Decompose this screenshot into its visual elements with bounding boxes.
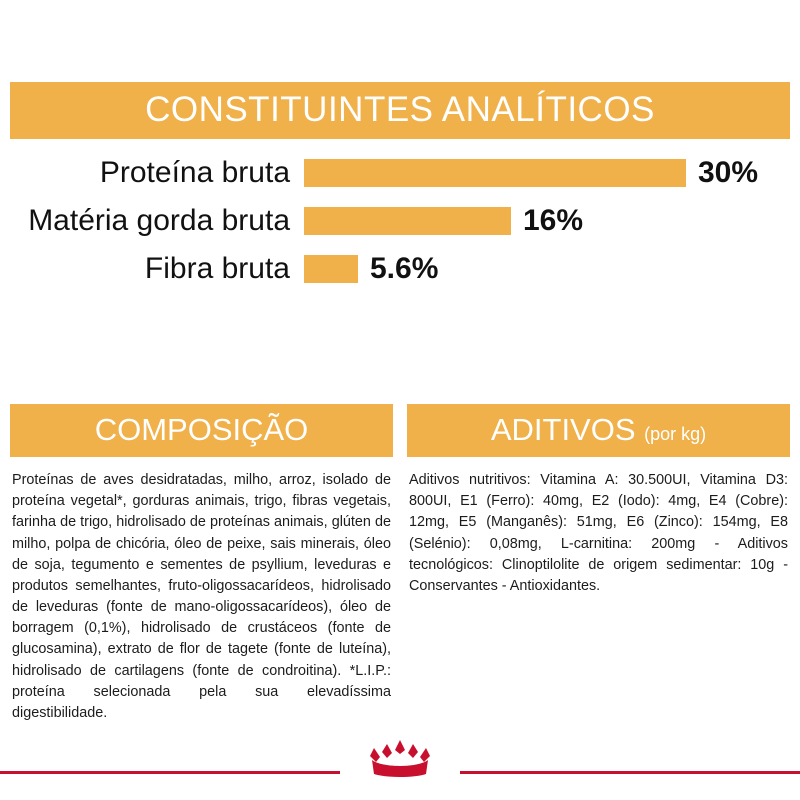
nutrient-value-fat: 16% xyxy=(523,204,584,237)
analytical-constituents-section xyxy=(10,82,790,295)
nutrient-label-fibre: Fibra bruta xyxy=(144,252,290,285)
info-panels xyxy=(10,404,790,724)
additives-panel xyxy=(407,404,790,724)
nutrient-rows xyxy=(10,151,790,291)
composition-panel xyxy=(10,404,393,724)
nutrient-bar-fat xyxy=(304,207,511,235)
brand-logo xyxy=(340,738,460,794)
additives-title xyxy=(407,404,790,457)
nutrient-value-protein: 30% xyxy=(698,156,759,189)
nutrient-bar-protein xyxy=(304,159,686,187)
footer xyxy=(0,736,800,800)
nutrient-row xyxy=(22,247,778,291)
nutrient-bar-area xyxy=(304,247,778,291)
additives-text: Aditivos nutritivos: Vitamina A: 30.500UI, Vitamina D3: 800UI, E1 (Ferro): 40mg, E2 (Iodo): 4mg, E4 (Cobre): 12mg, E5 (Manganês): 51mg, E6 (Zinco): 154mg, E8 (Selénio): 0,08mg, L-carnitina: 200mg - Aditivos tecnológicos: Clinoptilolite de origem sedimentar: 10g - Conservantes - Antioxidantes. xyxy=(409,472,788,594)
nutrient-row xyxy=(22,199,778,243)
nutrient-label-fat: Matéria gorda bruta xyxy=(28,204,290,237)
analytical-constituents-title: CONSTITUINTES ANALÍTICOS xyxy=(10,82,790,139)
additives-title-text: ADITIVOS xyxy=(490,412,636,447)
additives-subtitle: (por kg) xyxy=(644,424,707,444)
nutrient-row xyxy=(22,151,778,195)
composition-text: Proteínas de aves desidratadas, milho, arroz, isolado de proteína vegetal*, gorduras animais, trigo, fibras vegetais, farinha de trigo, hidrolisado de proteínas animais, glúten de milho, polpa de chicória, óleo de peixe, sais minerais, óleo de soja, tegumento e sementes de psyllium, leveduras e produtos semelhantes, fruto-oligossacarídeos, hidrolisado de leveduras (fonte de mano-oligossacarídeos), óleo de borragem (0,1%), hidrolisado de crustáceos (fonte de glucosamina), extrato de flor de tagete (fonte de luteína), hidrolisado de cartilagens (fonte de condroitina). *L.I.P.: proteína selecionada pela sua elevadíssima digestibilidade. xyxy=(12,472,391,721)
nutrient-bar-fibre xyxy=(304,255,358,283)
nutrient-bar-area xyxy=(304,151,778,195)
nutrient-value-fibre: 5.6% xyxy=(370,252,439,285)
composition-title: COMPOSIÇÃO xyxy=(10,404,393,457)
nutrient-label-protein: Proteína bruta xyxy=(99,156,290,189)
royal-canin-crown-icon xyxy=(368,738,432,782)
nutrient-bar-area xyxy=(304,199,778,243)
